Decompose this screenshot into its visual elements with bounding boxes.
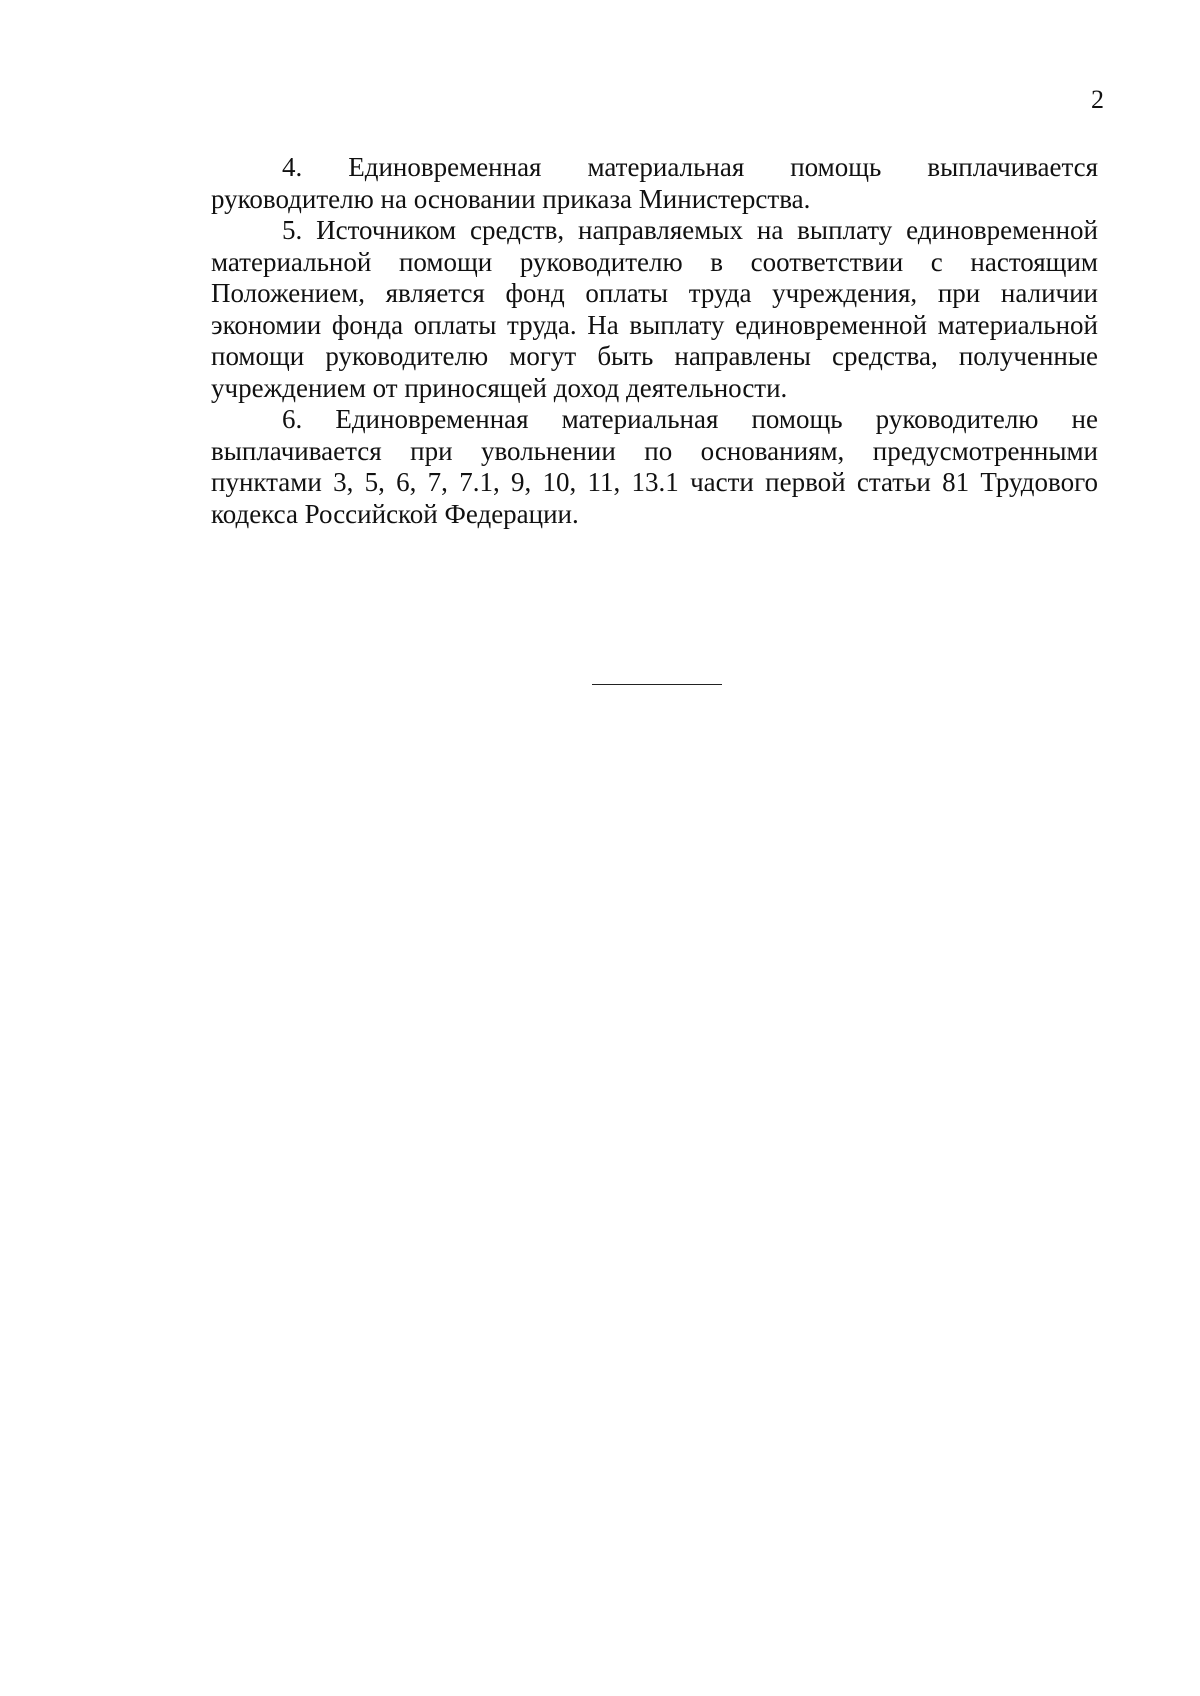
end-of-text-divider — [592, 684, 722, 685]
page-number: 2 — [1091, 85, 1104, 114]
document-body — [211, 152, 1098, 530]
paragraph-item-5: 5. Источником средств, направляемых на выплату единовременной материальной помощи руководителю в соответствии с настоящим Положением, является фонд оплаты труда учреждения, при наличии экономии фонда оплаты труда. На выплату единовременной материальной помощи руководителю могут быть направлены средства, полученные учреждением от приносящей доход деятельности. — [211, 215, 1098, 403]
paragraph-item-6: 6. Единовременная материальная помощь руководителю не выплачивается при увольнении по основаниям, предусмотренными пунктами 3, 5, 6, 7, 7.1, 9, 10, 11, 13.1 части первой статьи 81 Трудового кодекса Российской Федерации. — [211, 404, 1098, 529]
paragraph-item-4: 4. Единовременная материальная помощь выплачивается руководителю на основании приказа Министерства. — [211, 152, 1098, 214]
